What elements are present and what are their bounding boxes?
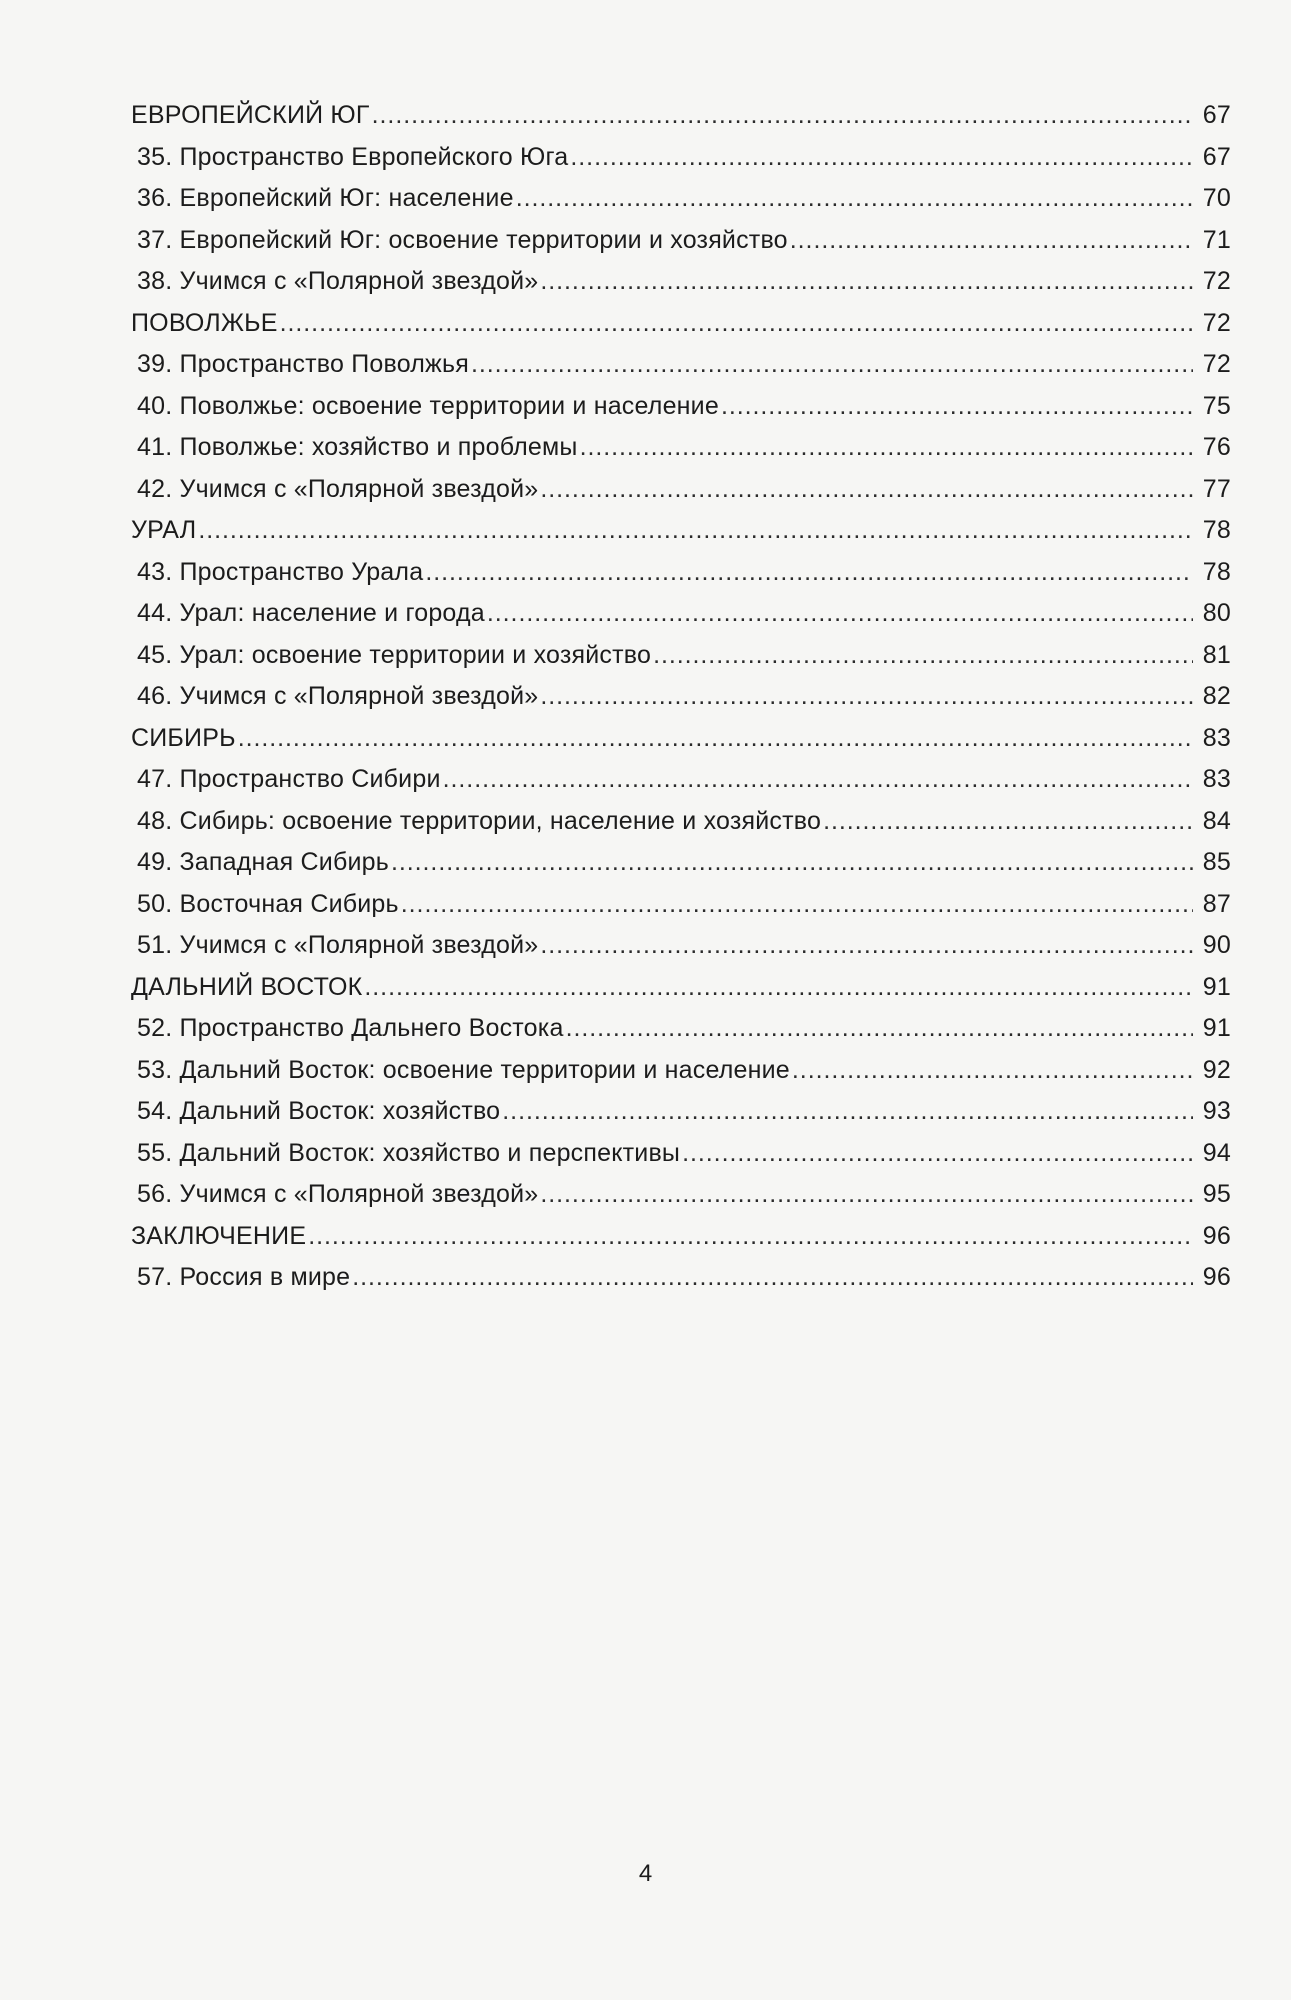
toc-entry [131,1050,1231,1092]
toc-entry-title: 41. Поволжье: хозяйство и проблемы [137,433,578,461]
toc-entry-title: 50. Восточная Сибирь [137,889,399,918]
dot-leader [364,967,1193,1009]
toc-entry-title: 42. Учимся с «Полярной звездой» [137,474,539,503]
toc-entry-title: 40. Поволжье: освоение территории и население [137,391,719,420]
toc-entry-page: 81 [1202,640,1231,669]
dot-leader [566,1008,1193,1050]
toc-entry-page: 72 [1202,308,1231,337]
toc-entry [131,261,1231,303]
toc-entry-title: 37. Европейский Юг: освоение территории и хозяйство [137,225,788,254]
toc-entry [131,925,1231,967]
toc-entry-title: 51. Учимся с «Полярной звездой» [137,931,539,959]
dot-leader [823,801,1193,843]
toc-entry-page: 85 [1202,848,1231,876]
toc-entry-page: 72 [1202,350,1231,378]
toc-entry-page: 67 [1202,142,1231,171]
toc-entry-title: 49. Западная Сибирь [137,848,389,876]
toc-entry [131,593,1231,635]
toc-entry [131,884,1231,926]
toc-entry-page: 91 [1202,1014,1231,1042]
toc-entry [131,759,1231,801]
toc-entry-page: 70 [1202,184,1231,212]
toc-entry-page: 95 [1202,1180,1231,1208]
toc-entry [131,137,1231,179]
toc-entry [131,635,1231,677]
toc-entry-title: 39. Пространство Поволжья [137,350,469,378]
toc-entry-title: 44. Урал: население и города [137,599,485,627]
dot-leader [372,95,1193,137]
toc-entry-page: 92 [1202,1055,1231,1084]
toc-entry-title: УРАЛ [131,516,197,544]
toc-entry-page: 93 [1202,1097,1231,1125]
dot-leader [580,427,1193,469]
toc-entry [131,1008,1231,1050]
toc-entry-title: 53. Дальний Восток: освоение территории и население [137,1055,790,1084]
dot-leader [682,1133,1193,1175]
toc-section-heading [131,1216,1231,1258]
toc-entry-title: ПОВОЛЖЬЕ [131,308,278,337]
dot-leader [471,344,1193,386]
toc-entry-page: 84 [1202,806,1231,835]
dot-leader [721,386,1193,428]
dot-leader [540,261,1193,303]
toc-entry [131,552,1231,594]
toc-entry-title: 56. Учимся с «Полярной звездой» [137,1180,539,1208]
toc-entry-page: 96 [1202,1221,1231,1250]
toc-entry-page: 71 [1202,225,1231,254]
toc-section-heading [131,303,1231,345]
toc-entry-page: 83 [1202,765,1231,793]
toc-entry-page: 87 [1202,889,1231,918]
dot-leader [443,759,1193,801]
dot-leader [790,220,1193,262]
toc-entry-page: 72 [1202,267,1231,295]
toc-entry [131,178,1231,220]
toc-entry-page: 91 [1202,972,1231,1001]
toc-entry-title: 45. Урал: освоение территории и хозяйство [137,640,652,669]
toc-entry [131,1091,1231,1133]
toc-entry-page: 94 [1202,1138,1231,1167]
dot-leader [401,884,1193,926]
page-number: 4 [638,1860,653,1887]
toc-entry-page: 96 [1202,1263,1231,1291]
toc-entry [131,220,1231,262]
toc-entry-page: 78 [1202,557,1231,586]
dot-leader [540,925,1193,967]
dot-leader [540,1174,1193,1216]
dot-leader [502,1091,1193,1133]
toc-entry-page: 80 [1202,599,1231,627]
dot-leader [540,676,1193,718]
dot-leader [792,1050,1193,1092]
dot-leader [540,469,1193,511]
toc-section-heading [131,510,1231,552]
dot-leader [516,178,1193,220]
toc-entry-title: 54. Дальний Восток: хозяйство [137,1097,501,1125]
dot-leader [308,1216,1193,1258]
toc-entry-page: 76 [1202,433,1231,461]
toc-entry [131,801,1231,843]
toc-entry-title: 52. Пространство Дальнего Востока [137,1014,564,1042]
toc-section-heading [131,718,1231,760]
dot-leader [352,1257,1193,1299]
toc-entry-page: 90 [1202,931,1231,959]
toc-entry-title: 38. Учимся с «Полярной звездой» [137,267,539,295]
dot-leader [198,510,1193,552]
toc-entry-page: 83 [1202,723,1231,752]
toc-entry-page: 67 [1202,101,1231,129]
toc-entry-title: ЗАКЛЮЧЕНИЕ [131,1221,307,1250]
toc-entry [131,469,1231,511]
dot-leader [570,137,1193,179]
toc-entry [131,386,1231,428]
toc-entry-title: ЕВРОПЕЙСКИЙ ЮГ [131,101,370,129]
toc-entry [131,1257,1231,1299]
toc-entry-title: 48. Сибирь: освоение территории, население и хозяйство [137,806,822,835]
toc-entry [131,1133,1231,1175]
toc-entry-page: 82 [1202,682,1231,710]
toc-entry-title: ДАЛЬНИЙ ВОСТОК [131,972,363,1001]
toc-entry [131,427,1231,469]
toc-entry-title: 46. Учимся с «Полярной звездой» [137,682,539,710]
toc-entry [131,676,1231,718]
dot-leader [391,842,1193,884]
dot-leader [425,552,1193,594]
toc-entry-title: 35. Пространство Европейского Юга [137,142,569,171]
toc-entry [131,842,1231,884]
dot-leader [653,635,1193,677]
toc-section-heading [131,967,1231,1009]
toc-section-heading [131,95,1231,137]
toc-entry-page: 77 [1202,474,1231,503]
toc-entry-title: 36. Европейский Юг: население [137,184,514,212]
dot-leader [238,718,1193,760]
dot-leader [280,303,1193,345]
toc-entry-title: 57. Россия в мире [137,1263,351,1291]
toc-entry-title: СИБИРЬ [131,723,236,752]
toc-entry [131,344,1231,386]
toc-entry-page: 78 [1202,516,1231,544]
toc-entry-page: 75 [1202,391,1231,420]
dot-leader [487,593,1193,635]
toc-entry [131,1174,1231,1216]
toc-entry-title: 55. Дальний Восток: хозяйство и перспективы [137,1138,681,1167]
toc-entry-title: 47. Пространство Сибири [137,765,441,793]
toc-entry-title: 43. Пространство Урала [137,557,424,586]
table-of-contents [131,95,1231,1299]
